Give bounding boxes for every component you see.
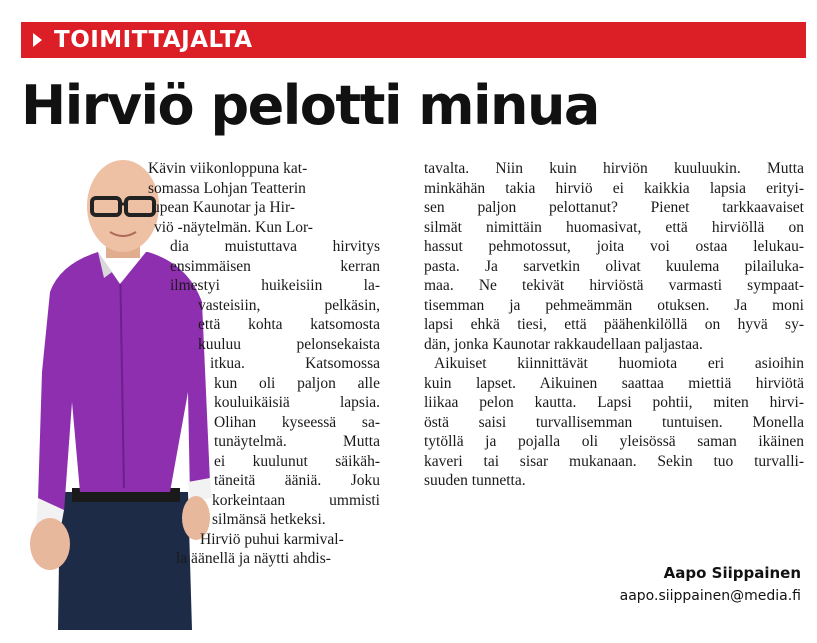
text-line: vasteisiin, pelkäsin, (198, 296, 380, 314)
text-line: itkua. Katsomossa (210, 355, 380, 372)
text-line: lapsi ehkä tiesi, että päähenkilöllä on hyvä sy- (424, 316, 804, 333)
text-line: minkähän takia hirviö ei kaikkia lapsia erityi- (424, 179, 804, 197)
text-line: tavalta. Niin kuin hirviön kuuluukin. Mutta (424, 160, 804, 177)
text-line: pasta. Ja sarvetkin olivat kuulema pilailuka- (424, 257, 804, 275)
text-line: silmät nimittäin huomasivat, että hirviöllä on (424, 218, 804, 236)
text-line: Kävin viikonloppuna kat- (148, 160, 308, 177)
text-line: suuden tunnetta. (424, 472, 526, 489)
text-line: tunäytelmä. Mutta (214, 433, 380, 450)
text-line: täneitä ääniä. Joku (214, 472, 380, 489)
text-line: kun oli paljon alle (214, 374, 380, 392)
text-line: kouluikäisiä lapsia. (214, 394, 380, 411)
text-line: kuin lapset. Aikuinen saattaa miettiä hirviötä (424, 374, 804, 392)
text-line: upean Kaunotar ja Hir- (152, 199, 296, 216)
text-line: kuuluu pelonsekaista (198, 335, 380, 353)
section-header-bar (21, 22, 806, 58)
text-line: la äänellä ja näytti ahdis- (176, 550, 331, 567)
text-line: liikaa pelon kautta. Lapsi pohtii, miten hirvi- (424, 394, 804, 411)
article-column-1 (0, 159, 380, 569)
text-line: östä saisi turvallisemman tuntuisen. Monella (424, 413, 804, 431)
text-line: ilmestyi huikeisiin la- (170, 277, 380, 294)
text-line: Hirviö puhui karmival- (200, 530, 344, 548)
text-line: viö -näytelmän. Kun Lor- (154, 218, 313, 236)
text-line: maa. Ne tekivät hirviöstä varmasti sympaat- (424, 277, 804, 294)
text-line: tytöllä ja pojalla oli yleisössä saman ikäinen (424, 433, 804, 450)
text-line: hassut pehmotossut, joita voi ostaa lelukau- (424, 238, 804, 255)
article-headline: Hirviö pelotti minua (21, 74, 599, 137)
byline-author: Aapo Siippainen (663, 564, 801, 582)
byline-email[interactable]: aapo.siippainen@media.fi (619, 588, 801, 604)
text-line: dän, jonka Kaunotar rakkaudellaan paljastaa. (424, 335, 703, 353)
section-label: TOIMITTAJALTA (54, 27, 253, 53)
text-line: somassa Lohjan Teatterin (148, 179, 306, 197)
text-line: kaveri tai sisar mukanaan. Sekin tuo turvalli- (424, 452, 804, 470)
text-line: sen paljon pelottanut? Pienet tarkkaavaiset (424, 199, 804, 216)
text-line: että kohta katsomosta (198, 316, 380, 333)
text-line: ensimmäisen kerran (170, 257, 380, 275)
text-line: ei kuulunut säikäh- (214, 452, 380, 470)
article-column-2 (424, 159, 804, 491)
chevron-right-icon (33, 33, 42, 47)
text-line: Olihan kyseessä sa- (214, 413, 380, 431)
text-line: Aikuiset kiinnittävät huomiota eri asioihin (434, 355, 804, 372)
text-line: dia muistuttava hirvitys (170, 238, 380, 255)
text-line: tisemman ja pehmeämmän otuksen. Ja moni (424, 296, 804, 314)
text-line: korkeintaan ummisti (212, 491, 380, 509)
text-line: silmänsä hetkeksi. (212, 511, 326, 528)
